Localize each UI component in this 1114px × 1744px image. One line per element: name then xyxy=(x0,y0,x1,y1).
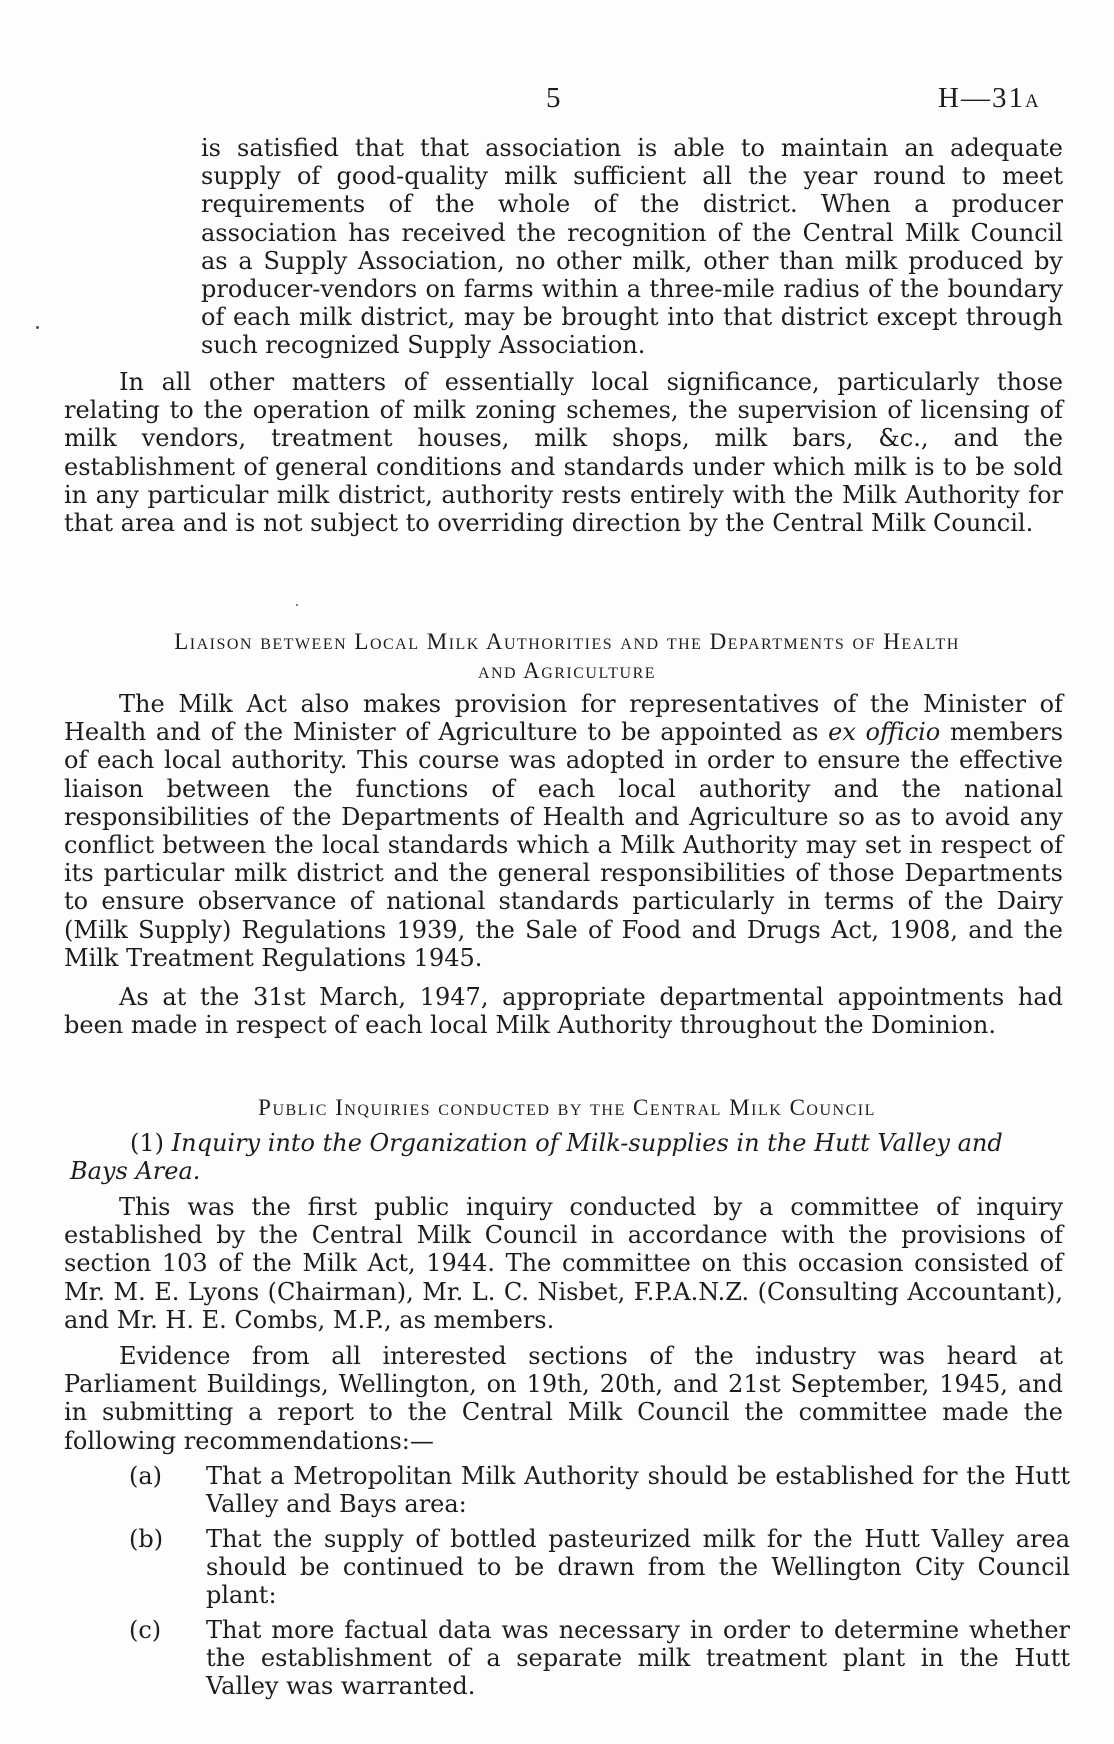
section-heading-liaison-line2: and Agriculture xyxy=(477,658,657,683)
appointments-paragraph: As at the 31st March, 1947, appropriate departmental appointments had been made in respect of each local Milk Authority throughout the Dominion. xyxy=(64,983,1063,1040)
document-reference-suffix: A xyxy=(1024,91,1041,112)
recommendation-text: That more factual data was necessary in order to determine whether the establishment of a separate milk treatment plant in the Hutt Valley was warranted. xyxy=(206,1616,1070,1701)
section-heading-inquiries: Public Inquiries conducted by the Central Milk Council xyxy=(258,1095,876,1120)
scan-speck xyxy=(36,326,39,329)
inquiry-title: Inquiry into the Organization of Milk-supplies in the Hutt Valley and Bays Area. xyxy=(70,1129,1003,1186)
local-matters-paragraph: In all other matters of essentially local significance, particularly those relating to the operation of milk zoning schemes, the supervision of licensing of milk vendors, treatment houses, milk shops, milk bars, &c., and the establishment of general conditions and standards under which milk is to be sold in any particular milk district, authority rests entirely with the Milk Authority for that area and is not subject to overriding direction by the Central Milk Council. xyxy=(64,368,1063,538)
recommendation-item xyxy=(129,1525,1070,1610)
inquiry-committee-paragraph: This was the first public inquiry conducted by a committee of inquiry established by the Central Milk Council in accordance with the provisions of section 103 of the Milk Act, 1944. The committee on this occasion consisted of Mr. M. E. Lyons (Chairman), Mr. L. C. Nisbet, F.P.A.N.Z. (Consulting Accountant), and Mr. H. E. Combs, M.P., as members. xyxy=(64,1193,1063,1334)
recommendation-mark: (b) xyxy=(129,1525,164,1553)
recommendation-mark: (c) xyxy=(129,1616,162,1644)
recommendation-text: That a Metropolitan Milk Authority should be established for the Hutt Valley and Bays area: xyxy=(206,1462,1070,1519)
section-heading-liaison-line1: Liaison between Local Milk Authorities and the Departments of Health xyxy=(174,629,960,654)
liaison-paragraph: The Milk Act also makes provision for representatives of the Minister of Health and of the Minister of Agriculture to be appointed as ex officio members of each local authority. This course was adopted in order to ensure the effective liaison between the functions of each local authority and the national responsibilities of the Departments of Health and Agriculture so as to avoid any conflict between the local standards which a Milk Authority may set in respect of its particular milk district and the general responsibilities of those Departments to ensure observance of national standards particularly in terms of the Dairy (Milk Supply) Regulations 1939, the Sale of Food and Drugs Act, 1908, and the Milk Treatment Regulations 1945. xyxy=(64,690,1064,972)
page-number: 5 xyxy=(546,82,562,114)
recommendation-text: That the supply of bottled pasteurized milk for the Hutt Valley area should be continued to be drawn from the Wellington City Council plant: xyxy=(206,1525,1070,1610)
latin-phrase: ex officio xyxy=(828,718,941,747)
recommendation-item xyxy=(129,1462,1070,1518)
recommendation-item xyxy=(129,1616,1070,1701)
document-reference xyxy=(938,82,1041,115)
continuation-paragraph: is satisfied that that association is able to maintain an adequate supply of good-quality milk sufficient all the year round to meet requirements of the whole of the district. When a producer association has received the recognition of the Central Milk Council as a Supply Association, no other milk, other than milk produced by producer-vendors on farms within a three-mile radius of the boundary of each milk district, may be brought into that district except through such recognized Supply Association. xyxy=(201,134,1063,360)
recommendation-mark: (a) xyxy=(129,1462,163,1490)
inquiry-subheading xyxy=(70,1129,1064,1185)
inquiry-evidence-paragraph: Evidence from all interested sections of the industry was heard at Parliament Buildings, Wellington, on 19th, 20th, and 21st September, 1945, and in submitting a report to the Central Milk Council the committee made the following recommendations:— xyxy=(64,1342,1063,1455)
inquiry-number: (1) xyxy=(130,1129,164,1157)
section-heading-liaison xyxy=(70,627,1064,685)
scan-speck xyxy=(296,604,298,606)
document-reference-main: H—31 xyxy=(938,82,1025,114)
